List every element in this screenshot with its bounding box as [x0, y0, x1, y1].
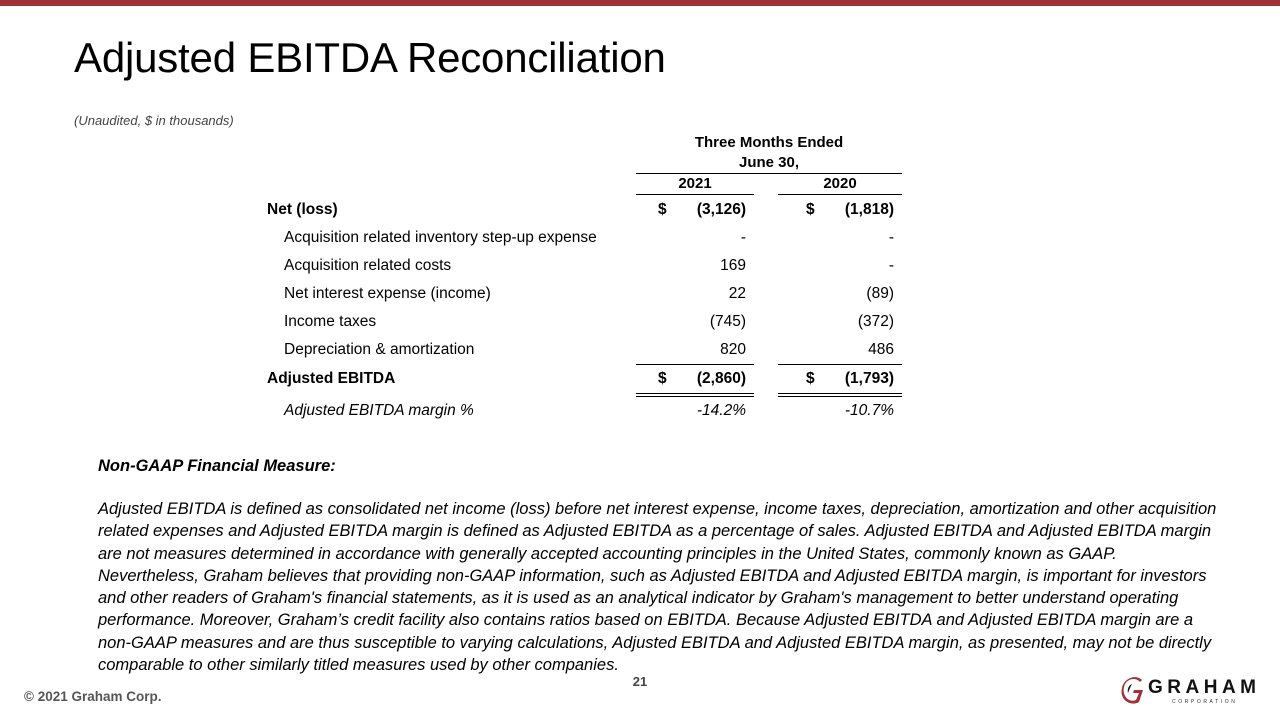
column-header-rule-2021 [636, 194, 754, 195]
total-double-rule-2021 [636, 393, 754, 397]
table-row-net-loss [0, 201, 1280, 225]
copyright-notice: © 2021 Graham Corp. [24, 689, 162, 704]
column-header-2021: 2021 [678, 175, 712, 192]
slide-title: Adjusted EBITDA Reconciliation [74, 34, 666, 81]
page-number: 21 [632, 674, 648, 689]
value-2020: -10.7% [844, 402, 894, 419]
value-2020: - [888, 257, 894, 274]
value-2020: (372) [857, 313, 894, 330]
table-row-depreciation [0, 341, 1280, 365]
logo-wordmark: GRAHAM [1148, 677, 1261, 698]
row-label: Net interest expense (income) [284, 285, 491, 302]
row-label: Acquisition related inventory step-up expense [284, 229, 597, 246]
currency-symbol-2020: $ [806, 201, 815, 218]
value-2021: (2,860) [696, 370, 746, 387]
value-2020: (1,793) [844, 370, 894, 387]
table-row-acquisition-costs [0, 257, 1280, 281]
table-row-inventory-step-up [0, 229, 1280, 253]
table-row-income-taxes [0, 313, 1280, 337]
value-2020: (89) [866, 285, 894, 302]
value-2021: -14.2% [696, 402, 746, 419]
row-label: Income taxes [284, 313, 377, 330]
table-row-net-interest [0, 285, 1280, 309]
table-row-adjusted-ebitda [0, 370, 1280, 394]
top-accent-bar [0, 0, 1280, 6]
graham-logo [1120, 676, 1260, 710]
currency-symbol-2021: $ [658, 201, 667, 218]
value-2021: 820 [720, 341, 746, 358]
column-header-2020: 2020 [823, 175, 857, 192]
row-label: Acquisition related costs [284, 257, 452, 274]
currency-symbol-2021: $ [658, 370, 667, 387]
period-header-line2: June 30, [738, 154, 800, 171]
row-label: Adjusted EBITDA margin % [284, 402, 474, 419]
graham-logo-mark-icon [1120, 676, 1146, 706]
period-header-rule [636, 173, 902, 174]
value-2021: (3,126) [696, 201, 746, 218]
row-label: Net (loss) [267, 201, 338, 218]
period-header-line1: Three Months Ended [694, 134, 844, 151]
value-2021: - [740, 229, 746, 246]
value-2020: (1,818) [844, 201, 894, 218]
subtotal-rule-2021 [636, 364, 754, 365]
value-2020: - [888, 229, 894, 246]
value-2021: 22 [728, 285, 746, 302]
non-gaap-definition: Adjusted EBITDA is defined as consolidated net income (loss) before net interest expense, income taxes, depreciation, amortization and other acquisition related expenses and Adjusted EBITDA margin is defined as Adjusted EBITDA as a percentage of sales. Adjusted EBITDA and Adjusted EBITDA margin are not measures determined in accordance with generally accepted accounting principles in the United States, commonly known as GAAP. Nevertheless, Graham believes that providing non-GAAP information, such as Adjusted EBITDA and Adjusted EBITDA margin, is important for investors and other readers of Graham's financial statements, as it is used as an analytical indicator by Graham's management to better understand operating performance. Moreover, Graham’s credit facility also contains ratios based on EBITDA. Because Adjusted EBITDA and Adjusted EBITDA margin are a non-GAAP measures and are thus susceptible to varying calculations, Adjusted EBITDA and Adjusted EBITDA margin, as presented, may not be directly comparable to other similarly titled measures used by other companies. [98, 500, 1217, 675]
value-2020: 486 [868, 341, 894, 358]
row-label: Depreciation & amortization [284, 341, 475, 358]
total-double-rule-2020 [778, 393, 902, 397]
row-label: Adjusted EBITDA [267, 370, 396, 387]
currency-symbol-2020: $ [806, 370, 815, 387]
non-gaap-heading: Non-GAAP Financial Measure: [98, 457, 336, 475]
value-2021: (745) [709, 313, 746, 330]
subtotal-rule-2020 [778, 364, 902, 365]
column-header-rule-2020 [778, 194, 902, 195]
units-note: (Unaudited, $ in thousands) [74, 113, 234, 128]
value-2021: 169 [720, 257, 746, 274]
table-row-ebitda-margin [0, 402, 1280, 426]
logo-subtext: CORPORATION [1172, 699, 1238, 705]
